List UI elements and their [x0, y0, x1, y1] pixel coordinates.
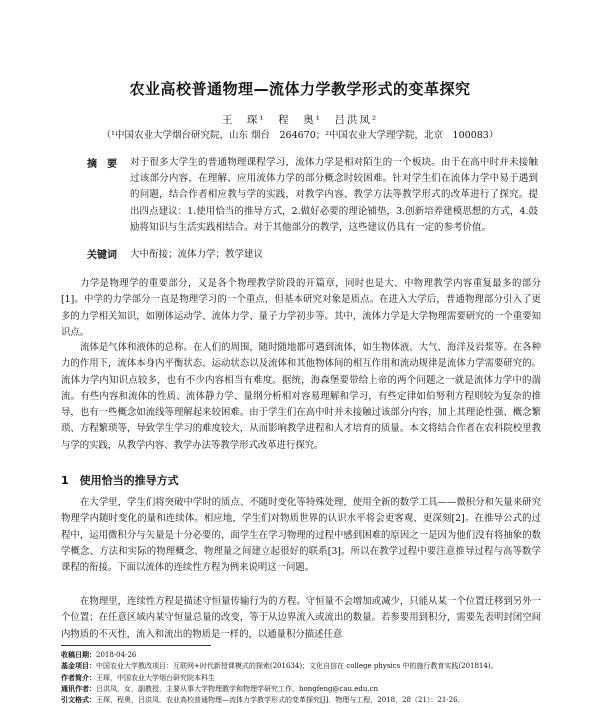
keywords-text: 大中衔接；流体力学；教学建议 — [130, 249, 264, 260]
footnote-divider — [61, 645, 211, 646]
body-paragraph-2: 流体是气体和液体的总称。在人们的周围，随时随地都可遇到流体，如生物体液、大气、海洋及岩浆等。在各种力的作用下，流体本身内平衡状态、运动状态以及流体和其他物体间的相互作用和流动规律是流体力学需要研究的。流体力学内知识点较多，也有不少内容相当有难度。据统，海森堡要带给上帝的两个问题之一就是流体力学中的湍流。有些内容和流体的性质、流体静力学、量纲分析相对容易理解和学习，有些定律如伯努利方程则较为复杂的推导，也有一些概念如流线等理解起来较困难。由于学生们在高中时并未接触过该部分内容，加上其理论性强、概念繁琐、方程繁琐等，导致学生学习的难度较大，从而影响教学进程和人才培育的质量。本文将结合作者在农科院校里教与学的实践，从教学内容、教学办法等教学形式改革进行探究。 — [61, 342, 541, 451]
footnote-corresponding: 通讯作者：吕洪凤，女，副教授，主要从事大学物理教学和物理学研究工作，hongfeng@cau.edu.cn — [61, 684, 379, 693]
section-heading-1: 1 使用恰当的推导方式 — [61, 474, 179, 487]
body-paragraph-3: 在大学里，学生们将突破中学时的质点、不随时变化等特殊处理，使用全新的数学工具——微积分和矢量来研究物理学内随时变化的量和连续体。相应地，学生们对物质世界的认识水平将会更客观、更深刻[2]。在推导公式的过程中，运用微积分与矢量是十分必要的，面学生在学习物理的过程中感到困难的原因之一是因为他们没有将抽象的数学概念、方法和实际的物理概念、物理量之间建立起很好的联系[3]。所以在教学过程中要注意推导过程与高等数学课程的衔接。下面以流体的连续性方程为例来说明这一问题。 — [61, 497, 541, 574]
footnotes — [61, 650, 541, 706]
abstract-label: 摘 要 — [87, 159, 117, 170]
author-list: 王 琛¹ 程 奥¹ 吕洪凤² — [221, 114, 379, 126]
body-paragraph-4: 在物理里，连续性方程是描述守恒量传输行为的方程。守恒量不会增加或减少，只能从某一个位置迁移到另外一个位置；在任意区域内某守恒量总量的改变，等于从边界流入或流出的数量。若参要用到积分，需要先表明封闭空间内物质的不灭性，流入和流出的物质是一样的，以通量积分描述任意 — [61, 596, 541, 640]
body-paragraph-1: 力学是物理学的重要部分，又是各个物理教学阶段的开篇章，同时也是大、中物理教学内容重复最多的部分[1]。中学的力学部分一直是物理学习的一个重点，但基本研究对象是质点。在进入大学后，普通物理部分引入了更多的力学相关知识，如刚体运动学、流体力学、量子力学初步等。其中，流体力学是大学物理需要研究的一个重要知识点。 — [61, 278, 541, 338]
abstract-text: 对于很多大学生的普通物理课程学习，流体力学是相对陌生的一个板块。由于在高中时并未接触过该部分内容，在理解、应用流体力学的部分概念时较困难。针对学生们在流体力学中易于遇到的问题，结合作者相应教与学的实践，对教学内容、教学方法等教学形式的改革进行了探究。提出四点建议：1.使用恰当的推导方式，2.做好必要的理论铺垫，3.创新培养建模思想的方式，4.鼓励将知识与生活实践相结合。对于其他部分的教学，这些建议仍具有一定的参考价值。 — [130, 157, 538, 233]
footnote-citation: 引文格式：王琛，程奥，吕洪凤．农业高校普通物理—流体力学教学形式的变革探究[J]．物理与工程，2018，28（21）：21-26. — [61, 696, 460, 705]
affiliation: （¹中国农业大学烟台研究院，山东 烟台 264670；²中国农业大学理学院，北京 100083） — [101, 130, 499, 141]
keywords-label: 关键词 — [87, 250, 117, 261]
paper-title: 农业高校普通物理—流体力学教学形式的变革探究 — [129, 80, 471, 98]
footnote-author: 作者简介：王琛，中国农业大学烟台研究院本科生 — [61, 673, 215, 682]
footnote-funding: 基金项目：中国农业大学教改项目：互联网+时代新授课模式的探索(201634)；文化自信在 college physics 中的施行教育实践(201814)。 — [61, 662, 498, 671]
footnote-received: 收稿日期：2018-04-26 — [61, 651, 137, 659]
